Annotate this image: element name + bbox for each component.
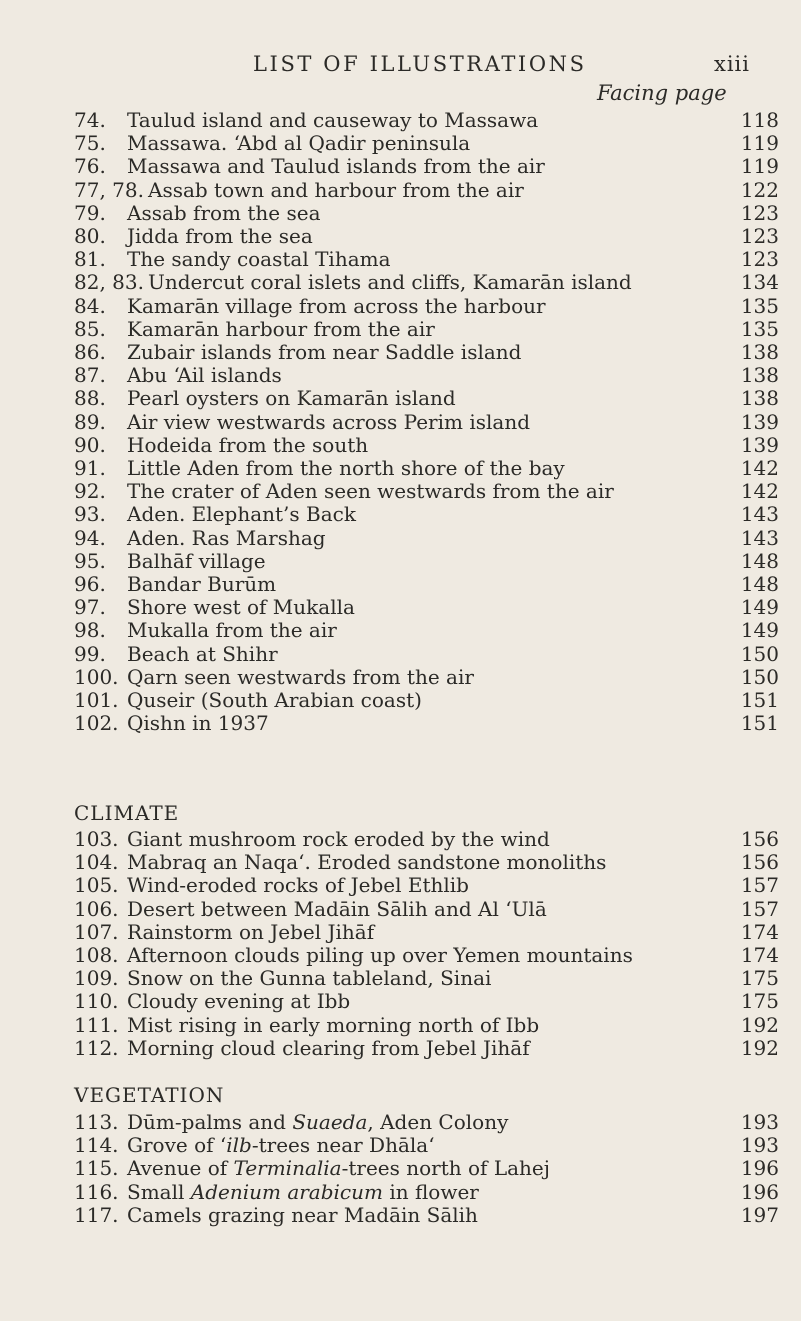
page-reference: 197 [740, 1203, 779, 1227]
figure-caption: Morning cloud clearing from Jebel Jihāf [127, 1036, 530, 1060]
figure-caption: Rainstorm on Jebel Jihāf [127, 920, 375, 944]
page-reference: 143 [740, 502, 779, 526]
list-item [0, 710, 801, 736]
figure-caption: Qishn in 1937 [127, 711, 269, 735]
page-reference: 192 [740, 1036, 779, 1060]
figure-number: 106. [74, 897, 119, 921]
figure-caption: Giant mushroom rock eroded by the wind [127, 827, 550, 851]
page-reference: 138 [740, 386, 779, 410]
figure-number: 84. [74, 294, 106, 318]
figure-number: 90. [74, 433, 106, 457]
figure-number: 88. [74, 386, 106, 410]
page-number: xiii [714, 52, 750, 76]
list-item [0, 153, 801, 179]
figure-caption: Abu ‘Ail islands [127, 363, 282, 387]
figure-number: 80. [74, 224, 106, 248]
page-reference: 118 [740, 108, 779, 132]
page-reference: 157 [740, 897, 779, 921]
page-reference: 149 [740, 618, 779, 642]
page-reference: 174 [740, 943, 779, 967]
figure-caption: Kamarān harbour from the air [127, 317, 435, 341]
figure-number: 74. [74, 108, 106, 132]
page-reference: 156 [740, 850, 779, 874]
figure-number: 110. [74, 989, 119, 1013]
list-item [0, 1155, 801, 1181]
page-reference: 135 [740, 294, 779, 318]
list-item [0, 872, 801, 898]
figure-caption: Undercut coral islets and cliffs, Kamarān island [148, 270, 632, 294]
page-reference: 148 [740, 572, 779, 596]
figure-caption: Jidda from the sea [127, 224, 313, 248]
page-reference: 193 [740, 1133, 779, 1157]
figure-number: 87. [74, 363, 106, 387]
figure-number: 115. [74, 1156, 119, 1180]
figure-number: 96. [74, 572, 106, 596]
figure-number: 97. [74, 595, 106, 619]
page-reference: 123 [740, 247, 779, 271]
figure-caption: Grove of ‘ilb-trees near Dhāla‘ [127, 1133, 435, 1157]
page-reference: 122 [740, 178, 779, 202]
figure-caption: The sandy coastal Tihama [127, 247, 391, 271]
page-reference: 148 [740, 549, 779, 573]
figure-number: 85. [74, 317, 106, 341]
section-heading: CLIMATE [74, 801, 180, 825]
figure-caption: Bandar Burūm [127, 572, 277, 596]
list-item [0, 385, 801, 411]
page-reference: 143 [740, 526, 779, 550]
figure-number: 104. [74, 850, 119, 874]
page-reference: 174 [740, 920, 779, 944]
figure-number: 114. [74, 1133, 119, 1157]
figure-number: 102. [74, 711, 119, 735]
figure-number: 101. [74, 688, 119, 712]
figure-number: 100. [74, 665, 119, 689]
figure-caption: Aden. Ras Marshag [127, 526, 326, 550]
section-heading: VEGETATION [74, 1083, 225, 1107]
figure-number: 107. [74, 920, 119, 944]
figure-caption: Cloudy evening at Ibb [127, 989, 351, 1013]
page-reference: 151 [740, 688, 779, 712]
figure-number: 103. [74, 827, 119, 851]
figure-caption: Mukalla from the air [127, 618, 337, 642]
figure-number: 79. [74, 201, 106, 225]
figure-caption: Small Adenium arabicum in flower [127, 1180, 479, 1204]
page-reference: 123 [740, 224, 779, 248]
figure-caption: Little Aden from the north shore of the bay [127, 456, 565, 480]
figure-caption: Air view westwards across Perim island [127, 410, 530, 434]
figure-caption: Desert between Madāin Sālih and Al ‘Ulā [127, 897, 547, 921]
list-item [0, 1202, 801, 1228]
figure-caption: Afternoon clouds piling up over Yemen mountains [127, 943, 633, 967]
running-header [0, 52, 801, 82]
figure-caption: Wind-eroded rocks of Jebel Ethlib [127, 873, 469, 897]
figure-caption: Dūm-palms and Suaeda, Aden Colony [127, 1110, 509, 1134]
page-reference: 150 [740, 665, 779, 689]
figure-number: 109. [74, 966, 119, 990]
list-item [0, 617, 801, 643]
figure-number: 105. [74, 873, 119, 897]
figure-number: 98. [74, 618, 106, 642]
facing-page-label: Facing page [597, 81, 727, 105]
figure-number: 75. [74, 131, 106, 155]
figure-caption: Massawa and Taulud islands from the air [127, 154, 545, 178]
page-reference: 196 [740, 1156, 779, 1180]
list-item [0, 1035, 801, 1061]
page-reference: 157 [740, 873, 779, 897]
figure-number: 91. [74, 456, 106, 480]
page-reference: 135 [740, 317, 779, 341]
page-reference: 175 [740, 966, 779, 990]
figure-caption: Zubair islands from near Saddle island [127, 340, 522, 364]
figure-number: 99. [74, 642, 106, 666]
figure-caption: Avenue of Terminalia-trees north of Lahej [127, 1156, 550, 1180]
figure-caption: Balhāf village [127, 549, 266, 573]
figure-number: 92. [74, 479, 106, 503]
page-reference: 150 [740, 642, 779, 666]
figure-caption: Qarn seen westwards from the air [127, 665, 474, 689]
figure-number: 81. [74, 247, 106, 271]
page-reference: 139 [740, 433, 779, 457]
page-title: LIST OF ILLUSTRATIONS [253, 52, 587, 76]
figure-number: 93. [74, 502, 106, 526]
figure-caption: Kamarān village from across the harbour [127, 294, 546, 318]
list-item [0, 988, 801, 1014]
figure-caption: Camels grazing near Madāin Sālih [127, 1203, 478, 1227]
figure-caption: Snow on the Gunna tableland, Sinai [127, 966, 492, 990]
page-reference: 119 [740, 154, 779, 178]
figure-number: 76. [74, 154, 106, 178]
page-reference: 156 [740, 827, 779, 851]
page-reference: 142 [740, 479, 779, 503]
figure-number: 117. [74, 1203, 119, 1227]
page-reference: 192 [740, 1013, 779, 1037]
page-reference: 149 [740, 595, 779, 619]
figure-number: 86. [74, 340, 106, 364]
figure-number: 89. [74, 410, 106, 434]
page-reference: 119 [740, 131, 779, 155]
figure-caption: Assab town and harbour from the air [148, 178, 524, 202]
figure-caption: Hodeida from the south [127, 433, 369, 457]
figure-caption: Aden. Elephant’s Back [127, 502, 356, 526]
figure-number: 95. [74, 549, 106, 573]
page-reference: 139 [740, 410, 779, 434]
figure-caption: Assab from the sea [127, 201, 321, 225]
page-reference: 123 [740, 201, 779, 225]
figure-caption: Mist rising in early morning north of Ibb [127, 1013, 540, 1037]
figure-number: 116. [74, 1180, 119, 1204]
page-reference: 151 [740, 711, 779, 735]
figure-caption: Quseir (South Arabian coast) [127, 688, 422, 712]
page-reference: 196 [740, 1180, 779, 1204]
figure-number: 94. [74, 526, 106, 550]
figure-caption: Pearl oysters on Kamarān island [127, 386, 456, 410]
figure-number: 77, 78. [74, 178, 144, 202]
page-reference: 142 [740, 456, 779, 480]
figure-caption: Mabraq an Naqa‘. Eroded sandstone monoliths [127, 850, 607, 874]
page-reference: 138 [740, 340, 779, 364]
figure-caption: The crater of Aden seen westwards from the air [127, 479, 614, 503]
figure-caption: Shore west of Mukalla [127, 595, 355, 619]
page-reference: 138 [740, 363, 779, 387]
figure-number: 113. [74, 1110, 119, 1134]
page-reference: 193 [740, 1110, 779, 1134]
page-reference: 175 [740, 989, 779, 1013]
page-reference: 134 [740, 270, 779, 294]
figure-caption: Massawa. ‘Abd al Qadir peninsula [127, 131, 471, 155]
figure-caption: Taulud island and causeway to Massawa [127, 108, 539, 132]
figure-number: 82, 83. [74, 270, 144, 294]
figure-caption: Beach at Shihr [127, 642, 278, 666]
figure-number: 112. [74, 1036, 119, 1060]
figure-number: 111. [74, 1013, 119, 1037]
list-item [0, 501, 801, 527]
figure-number: 108. [74, 943, 119, 967]
list-item [0, 269, 801, 295]
